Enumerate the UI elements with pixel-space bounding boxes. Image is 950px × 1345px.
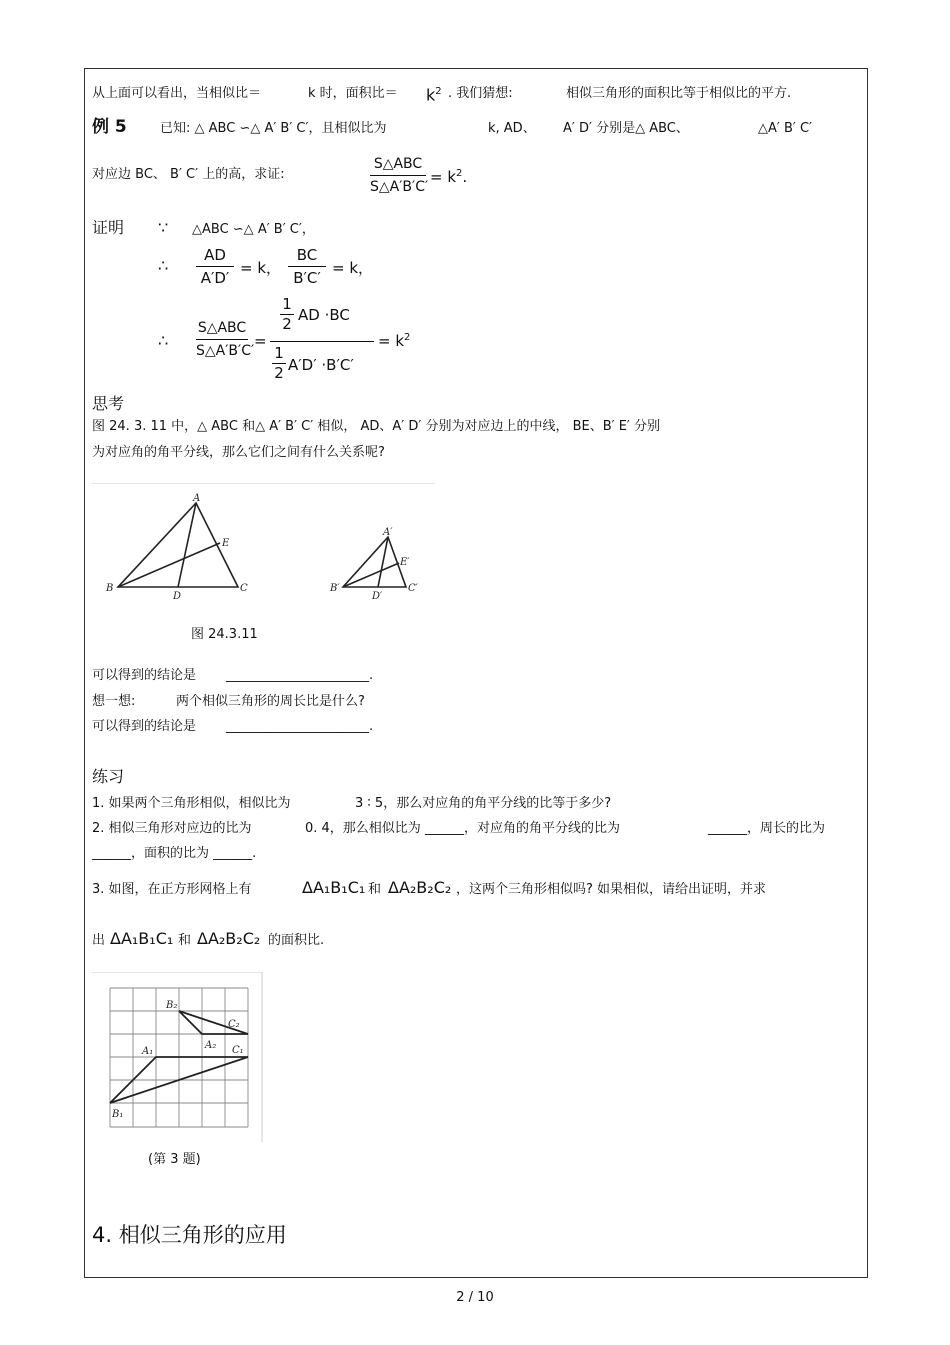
q3-triangle-2: ΔA₂B₂C₂ bbox=[388, 878, 452, 897]
intro-text-b: k 时，面积比＝ bbox=[308, 86, 398, 101]
conclusion2-blank: ______________________. bbox=[226, 719, 374, 734]
q2-text-a: 2. 相似三角形对应边的比为 bbox=[92, 821, 252, 836]
proof-fraction-bc: BC B′C′ bbox=[288, 245, 326, 288]
grid-caption: (第 3 题) bbox=[148, 1152, 201, 1167]
practice-label: 练习 bbox=[92, 767, 125, 786]
label-a2: A₂ bbox=[205, 1040, 217, 1051]
similar-triangles-figure bbox=[92, 483, 437, 617]
example5-fraction: S△ABC S△A′B′C′ bbox=[370, 156, 429, 195]
q3-text-d: 的面积比. bbox=[268, 933, 325, 948]
label-b1: B₁ bbox=[112, 1109, 124, 1120]
proof-eq-2: = k， bbox=[332, 259, 374, 277]
q2-text-b: 0. 4，那么相似比为 ______，对应角的角平分线的比为 bbox=[305, 821, 620, 836]
conclusion2-label: 可以得到的结论是 bbox=[92, 719, 197, 734]
proof-fraction-ad: AD A′D′ bbox=[196, 245, 234, 288]
intro-text-c: . 我们猜想: bbox=[448, 86, 513, 101]
label-a: A bbox=[193, 493, 201, 504]
example5-text-a: 已知: △ ABC ∽△ A′ B′ C′，且相似比为 bbox=[160, 121, 387, 136]
proof-eq-1: = k， bbox=[240, 259, 282, 277]
proof-eq-k2: = $k^2$ bbox=[378, 332, 411, 350]
q2-text-c: ______，周长的比为 bbox=[708, 821, 826, 836]
label-c-prime: C′ bbox=[408, 583, 418, 594]
proof-line1: △ABC ∽△ A′ B′ C′， bbox=[192, 222, 315, 237]
intro-conjecture: 相似三角形的面积比等于相似比的平方. bbox=[566, 86, 792, 101]
intro-text-a: 从上面可以看出，当相似比＝ bbox=[92, 86, 262, 101]
q2-text-d: ______，面积的比为 ______. bbox=[92, 846, 257, 861]
label-c1: C₁ bbox=[232, 1045, 244, 1056]
label-c: C bbox=[240, 583, 248, 594]
example5-equals-k: = $k^2$. bbox=[430, 168, 468, 186]
example5-text-d: △A′ B′ C′ bbox=[758, 121, 813, 136]
proof-area-ratio: S△ABC S△A′B′C′ bbox=[196, 320, 255, 359]
label-e-prime: E′ bbox=[400, 557, 410, 568]
section-title: 4. 相似三角形的应用 bbox=[92, 1223, 287, 1247]
conclusion1-blank: ______________________. bbox=[226, 668, 374, 683]
example5-text-b: k, AD、 bbox=[488, 121, 536, 136]
q1-text-a: 1. 如果两个三角形相似，相似比为 bbox=[92, 796, 291, 811]
therefore-symbol-2: ∴ bbox=[158, 331, 169, 350]
q3-triangle-1b: ΔA₁B₁C₁ bbox=[110, 929, 174, 948]
label-b2: B₂ bbox=[166, 1000, 178, 1011]
think-line2: 为对应角的角平分线，那么它们之间有什么关系呢? bbox=[92, 445, 385, 460]
proof-eq-3: = bbox=[254, 332, 267, 350]
because-symbol: ∵ bbox=[158, 218, 169, 237]
label-d: D bbox=[173, 591, 182, 602]
q3-triangle-1: ΔA₁B₁C₁ bbox=[302, 878, 366, 897]
q3-and-2: 和 bbox=[178, 933, 192, 948]
therefore-symbol-1: ∴ bbox=[158, 256, 169, 275]
figure1-caption: 图 24.3.11 bbox=[191, 627, 258, 642]
q3-and: 和 bbox=[368, 882, 382, 897]
label-e: E bbox=[222, 538, 230, 549]
grid-figure bbox=[92, 972, 264, 1148]
intro-k-squared: $k^2$ bbox=[426, 85, 442, 105]
think-label: 思考 bbox=[92, 394, 125, 413]
q1-text-b: 3 ∶ 5，那么对应角的角平分线的比等于多少? bbox=[355, 796, 612, 811]
page-number: 2 / 10 bbox=[456, 1290, 494, 1305]
label-a1: A₁ bbox=[142, 1046, 154, 1057]
example5-text-e: 对应边 BC、 B′ C′ 上的高，求证: bbox=[92, 167, 285, 182]
q3-text-b: ，这两个三角形相似吗? 如果相似，请给出证明，并求 bbox=[456, 882, 767, 897]
think-line1: 图 24. 3. 11 中，△ ABC 和△ A′ B′ C′ 相似， AD、A′ D′ 分别为对应边上的中线， BE、B′ E′ 分别 bbox=[92, 419, 661, 434]
label-d-prime: D′ bbox=[372, 591, 383, 602]
example5-label: 例 5 bbox=[92, 117, 127, 137]
label-a-prime: A′ bbox=[383, 527, 393, 538]
label-b: B bbox=[106, 583, 114, 594]
label-b-prime: B′ bbox=[330, 583, 340, 594]
q3-text-a: 3. 如图，在正方形网格上有 bbox=[92, 882, 252, 897]
q3-triangle-2b: ΔA₂B₂C₂ bbox=[197, 929, 261, 948]
label-c2: C₂ bbox=[228, 1019, 240, 1030]
think2-label: 想一想: bbox=[92, 694, 136, 709]
q3-text-c: 出 bbox=[92, 933, 106, 948]
conclusion1-label: 可以得到的结论是 bbox=[92, 668, 197, 683]
proof-label: 证明 bbox=[92, 218, 125, 237]
example5-text-c: A′ D′ 分别是△ ABC、 bbox=[563, 121, 689, 136]
think2-question: 两个相似三角形的周长比是什么? bbox=[176, 694, 365, 709]
